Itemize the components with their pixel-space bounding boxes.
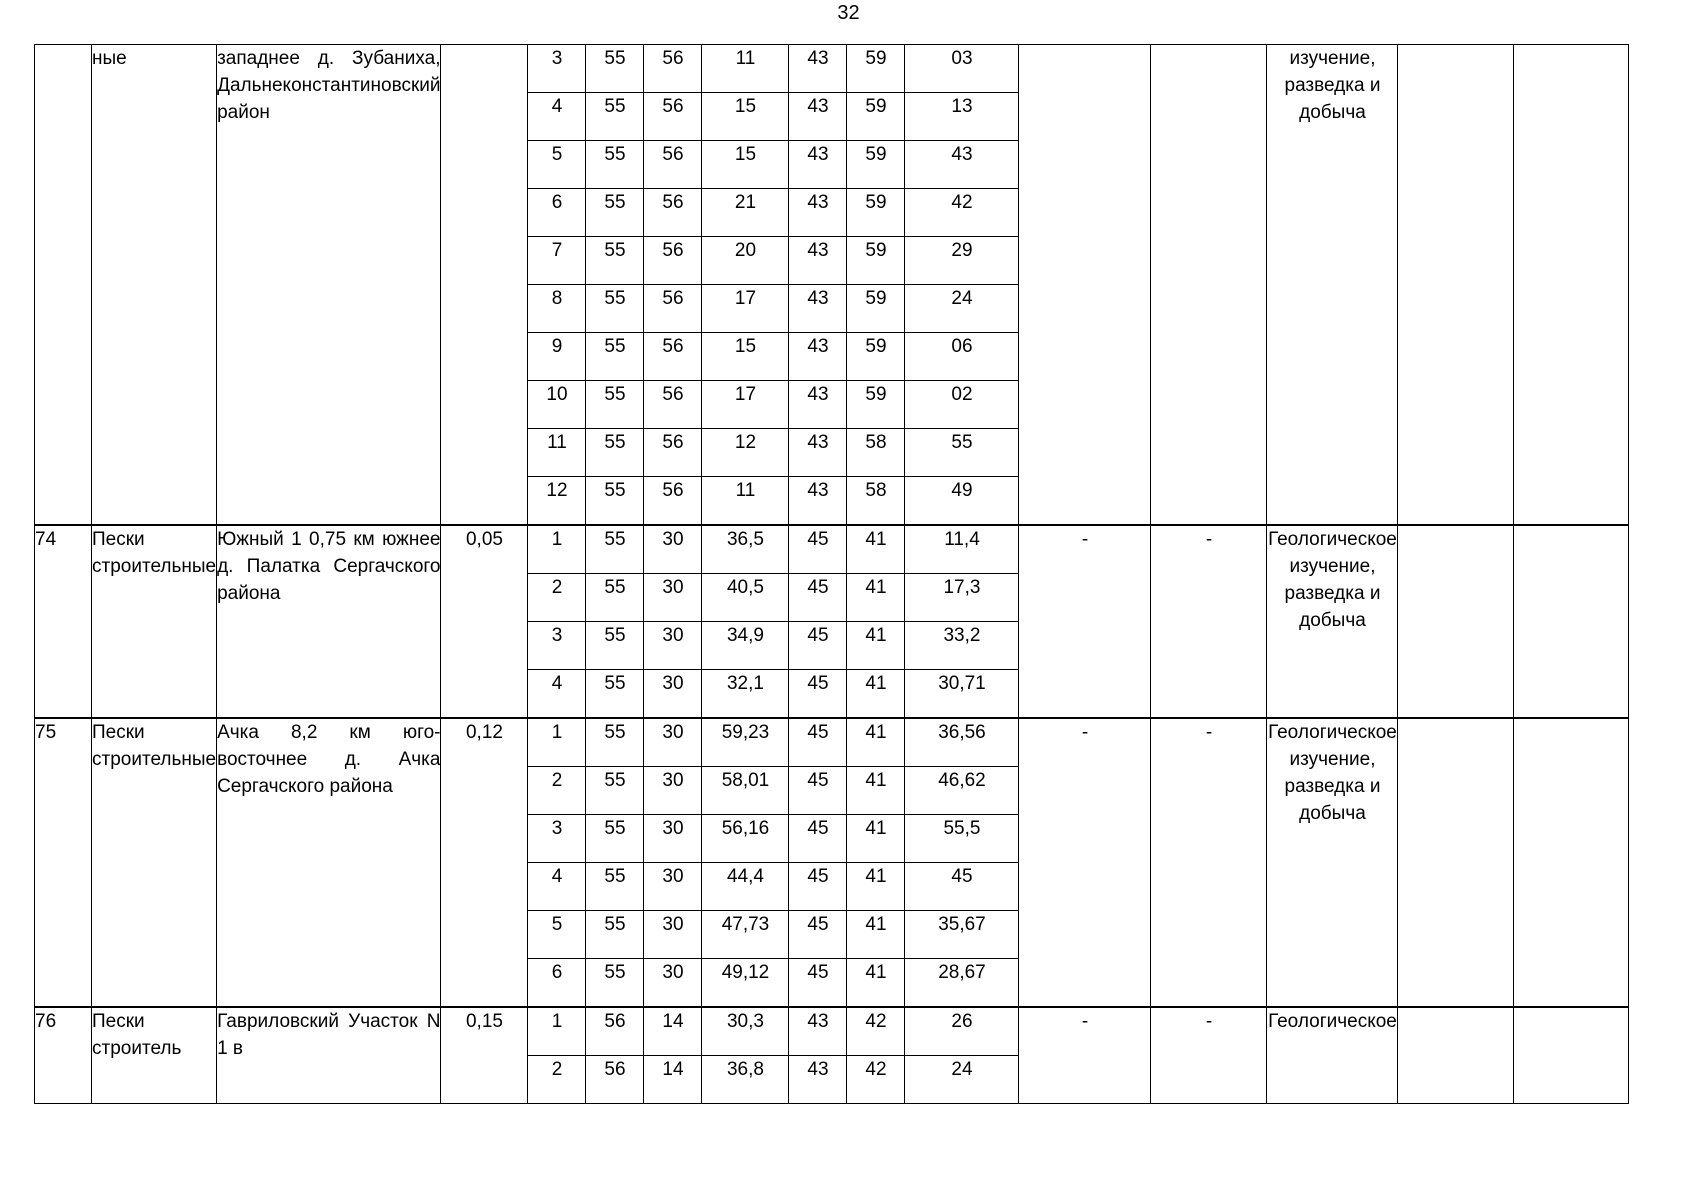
lat-degrees: 55: [586, 429, 644, 477]
location-description: Южный 1 0,75 км южнее д. Палатка Сергачского района: [217, 525, 441, 718]
point-number: 5: [528, 911, 586, 959]
group-number: 76: [35, 1007, 92, 1104]
lon-degrees: 43: [789, 189, 847, 237]
lon-degrees: 43: [789, 141, 847, 189]
group-number: [35, 45, 92, 526]
lat-degrees: 55: [586, 141, 644, 189]
lat-degrees: 55: [586, 93, 644, 141]
point-number: 6: [528, 959, 586, 1008]
lat-degrees: 55: [586, 863, 644, 911]
lat-seconds: 20: [702, 237, 789, 285]
lat-seconds: 44,4: [702, 863, 789, 911]
lon-degrees: 45: [789, 815, 847, 863]
lon-degrees: 45: [789, 525, 847, 574]
lon-seconds: 24: [905, 285, 1019, 333]
area-value: 0,12: [441, 718, 528, 1007]
lat-degrees: 55: [586, 574, 644, 622]
lat-minutes: 30: [644, 622, 702, 670]
lat-seconds: 15: [702, 93, 789, 141]
lon-seconds: 36,56: [905, 718, 1019, 767]
mineral-type: Пески строительные: [92, 525, 217, 718]
lon-degrees: 43: [789, 237, 847, 285]
point-number: 1: [528, 525, 586, 574]
lon-minutes: 59: [847, 285, 905, 333]
table-row: [35, 45, 1629, 93]
subsoil-use-purpose: Геологическое изучение, разведка и добыча: [1267, 718, 1398, 1007]
lat-degrees: 55: [586, 525, 644, 574]
lon-degrees: 43: [789, 429, 847, 477]
lat-seconds: 59,23: [702, 718, 789, 767]
area-value: 0,05: [441, 525, 528, 718]
lon-minutes: 42: [847, 1056, 905, 1104]
lon-degrees: 45: [789, 574, 847, 622]
lon-seconds: 43: [905, 141, 1019, 189]
lon-seconds: 42: [905, 189, 1019, 237]
empty-column-2: [1514, 45, 1629, 526]
lat-seconds: 34,9: [702, 622, 789, 670]
subsoil-use-purpose: Геологическое: [1267, 1007, 1398, 1104]
lon-seconds: 06: [905, 333, 1019, 381]
lon-degrees: 45: [789, 718, 847, 767]
table-row: [35, 1007, 1629, 1056]
lon-minutes: 59: [847, 333, 905, 381]
empty-column-1: [1398, 525, 1514, 718]
extra-column-2: -: [1151, 525, 1267, 718]
lon-seconds: 55: [905, 429, 1019, 477]
lon-seconds: 17,3: [905, 574, 1019, 622]
lat-degrees: 55: [586, 959, 644, 1008]
lon-seconds: 24: [905, 1056, 1019, 1104]
lat-minutes: 14: [644, 1007, 702, 1056]
lon-minutes: 41: [847, 670, 905, 719]
lat-seconds: 36,5: [702, 525, 789, 574]
lon-seconds: 13: [905, 93, 1019, 141]
empty-column-1: [1398, 1007, 1514, 1104]
lat-minutes: 30: [644, 670, 702, 719]
lon-degrees: 43: [789, 45, 847, 93]
lon-degrees: 43: [789, 381, 847, 429]
group-number: 74: [35, 525, 92, 718]
point-number: 3: [528, 45, 586, 93]
lat-minutes: 56: [644, 381, 702, 429]
lat-seconds: 47,73: [702, 911, 789, 959]
lat-seconds: 30,3: [702, 1007, 789, 1056]
lon-minutes: 41: [847, 911, 905, 959]
lat-minutes: 30: [644, 525, 702, 574]
lat-seconds: 11: [702, 477, 789, 526]
empty-column-2: [1514, 718, 1629, 1007]
lat-seconds: 17: [702, 285, 789, 333]
lon-degrees: 43: [789, 1007, 847, 1056]
lon-seconds: 03: [905, 45, 1019, 93]
lat-seconds: 15: [702, 333, 789, 381]
lon-degrees: 45: [789, 670, 847, 719]
lat-degrees: 55: [586, 477, 644, 526]
extra-column-1: -: [1019, 1007, 1151, 1104]
lon-minutes: 41: [847, 622, 905, 670]
lon-degrees: 45: [789, 863, 847, 911]
extra-column-2: [1151, 45, 1267, 526]
lat-degrees: 55: [586, 670, 644, 719]
lat-minutes: 56: [644, 93, 702, 141]
lat-minutes: 30: [644, 959, 702, 1008]
lon-minutes: 41: [847, 718, 905, 767]
lon-degrees: 45: [789, 767, 847, 815]
lat-minutes: 30: [644, 815, 702, 863]
lat-seconds: 12: [702, 429, 789, 477]
group-number: 75: [35, 718, 92, 1007]
extra-column-1: -: [1019, 525, 1151, 718]
point-number: 3: [528, 815, 586, 863]
point-number: 4: [528, 93, 586, 141]
point-number: 2: [528, 1056, 586, 1104]
lon-minutes: 42: [847, 1007, 905, 1056]
extra-column-2: -: [1151, 718, 1267, 1007]
lon-minutes: 41: [847, 525, 905, 574]
lat-minutes: 30: [644, 911, 702, 959]
point-number: 4: [528, 863, 586, 911]
lon-minutes: 59: [847, 237, 905, 285]
subsoil-use-purpose: изучение, разведка и добыча: [1267, 45, 1398, 526]
lon-degrees: 43: [789, 333, 847, 381]
lon-seconds: 29: [905, 237, 1019, 285]
lat-degrees: 55: [586, 333, 644, 381]
lat-degrees: 55: [586, 911, 644, 959]
lat-degrees: 56: [586, 1007, 644, 1056]
lon-seconds: 02: [905, 381, 1019, 429]
lon-minutes: 41: [847, 863, 905, 911]
location-description: Гавриловский Участок N 1 в: [217, 1007, 441, 1104]
lon-seconds: 55,5: [905, 815, 1019, 863]
empty-column-1: [1398, 45, 1514, 526]
point-number: 12: [528, 477, 586, 526]
lat-seconds: 21: [702, 189, 789, 237]
lat-minutes: 56: [644, 333, 702, 381]
empty-column-1: [1398, 718, 1514, 1007]
lat-seconds: 36,8: [702, 1056, 789, 1104]
lon-seconds: 26: [905, 1007, 1019, 1056]
lat-minutes: 56: [644, 477, 702, 526]
lat-minutes: 30: [644, 863, 702, 911]
area-value: 0,15: [441, 1007, 528, 1104]
lon-minutes: 41: [847, 815, 905, 863]
lon-degrees: 45: [789, 622, 847, 670]
lon-seconds: 45: [905, 863, 1019, 911]
lon-minutes: 59: [847, 45, 905, 93]
mineral-type: Пески строительные: [92, 718, 217, 1007]
table-row: [35, 718, 1629, 767]
lon-seconds: 49: [905, 477, 1019, 526]
lat-minutes: 56: [644, 189, 702, 237]
lon-minutes: 59: [847, 93, 905, 141]
lon-degrees: 43: [789, 93, 847, 141]
point-number: 5: [528, 141, 586, 189]
lat-minutes: 30: [644, 574, 702, 622]
area-value: [441, 45, 528, 526]
lon-minutes: 41: [847, 959, 905, 1008]
extra-column-2: -: [1151, 1007, 1267, 1104]
lon-minutes: 41: [847, 767, 905, 815]
point-number: 8: [528, 285, 586, 333]
lon-seconds: 33,2: [905, 622, 1019, 670]
lon-seconds: 28,67: [905, 959, 1019, 1008]
empty-column-2: [1514, 525, 1629, 718]
license-areas-table: [34, 44, 1629, 1104]
lon-degrees: 45: [789, 959, 847, 1008]
lon-minutes: 58: [847, 429, 905, 477]
lat-seconds: 56,16: [702, 815, 789, 863]
lon-minutes: 58: [847, 477, 905, 526]
lat-degrees: 55: [586, 285, 644, 333]
point-number: 9: [528, 333, 586, 381]
point-number: 2: [528, 574, 586, 622]
lon-minutes: 59: [847, 141, 905, 189]
empty-column-2: [1514, 1007, 1629, 1104]
lat-degrees: 55: [586, 718, 644, 767]
mineral-type: ные: [92, 45, 217, 526]
point-number: 2: [528, 767, 586, 815]
lon-degrees: 43: [789, 285, 847, 333]
lat-degrees: 55: [586, 189, 644, 237]
page-number: 32: [837, 2, 860, 24]
lat-minutes: 14: [644, 1056, 702, 1104]
lat-degrees: 55: [586, 45, 644, 93]
lat-minutes: 56: [644, 285, 702, 333]
lat-minutes: 56: [644, 429, 702, 477]
lat-degrees: 55: [586, 237, 644, 285]
lat-degrees: 56: [586, 1056, 644, 1104]
table-row: [35, 525, 1629, 574]
point-number: 1: [528, 1007, 586, 1056]
lat-degrees: 55: [586, 815, 644, 863]
lat-seconds: 15: [702, 141, 789, 189]
lat-minutes: 30: [644, 718, 702, 767]
extra-column-1: -: [1019, 718, 1151, 1007]
lat-degrees: 55: [586, 381, 644, 429]
lat-seconds: 32,1: [702, 670, 789, 719]
lon-degrees: 43: [789, 477, 847, 526]
point-number: 4: [528, 670, 586, 719]
lon-seconds: 46,62: [905, 767, 1019, 815]
lat-seconds: 11: [702, 45, 789, 93]
point-number: 11: [528, 429, 586, 477]
lon-minutes: 41: [847, 574, 905, 622]
lat-degrees: 55: [586, 767, 644, 815]
lat-minutes: 30: [644, 767, 702, 815]
lon-seconds: 11,4: [905, 525, 1019, 574]
extra-column-1: [1019, 45, 1151, 526]
lon-degrees: 45: [789, 911, 847, 959]
lat-seconds: 58,01: [702, 767, 789, 815]
lat-seconds: 17: [702, 381, 789, 429]
point-number: 6: [528, 189, 586, 237]
point-number: 1: [528, 718, 586, 767]
lat-minutes: 56: [644, 45, 702, 93]
lat-seconds: 49,12: [702, 959, 789, 1008]
table-body: [35, 45, 1629, 1104]
point-number: 7: [528, 237, 586, 285]
point-number: 3: [528, 622, 586, 670]
lon-minutes: 59: [847, 381, 905, 429]
lon-seconds: 35,67: [905, 911, 1019, 959]
location-description: Ачка 8,2 км юго-восточнее д. Ачка Сергачского района: [217, 718, 441, 1007]
lat-minutes: 56: [644, 237, 702, 285]
lat-seconds: 40,5: [702, 574, 789, 622]
lat-minutes: 56: [644, 141, 702, 189]
lat-degrees: 55: [586, 622, 644, 670]
location-description: западнее д. Зубаниха, Дальнеконстантиновский район: [217, 45, 441, 526]
mineral-type: Пески строитель: [92, 1007, 217, 1104]
subsoil-use-purpose: Геологическое изучение, разведка и добыча: [1267, 525, 1398, 718]
point-number: 10: [528, 381, 586, 429]
lon-seconds: 30,71: [905, 670, 1019, 719]
lon-minutes: 59: [847, 189, 905, 237]
lon-degrees: 43: [789, 1056, 847, 1104]
